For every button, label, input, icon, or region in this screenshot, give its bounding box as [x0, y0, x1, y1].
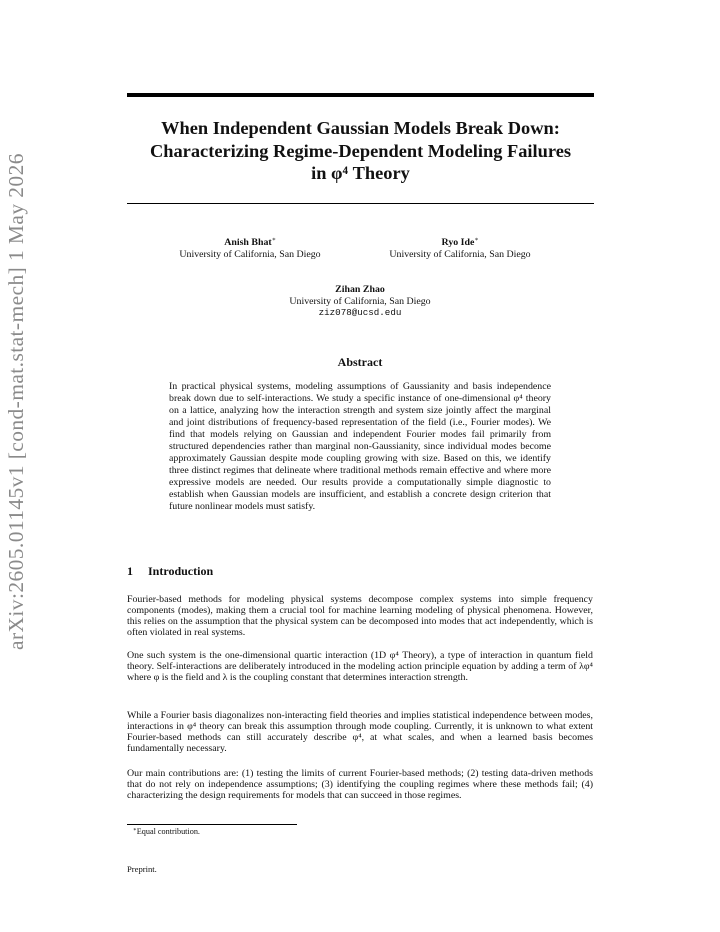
paper-title [110, 117, 611, 185]
abstract-heading: Abstract [337, 355, 383, 369]
author-name: Ryo Ide [441, 237, 475, 248]
intro-paragraph-1: Fourier-based methods for modeling physical systems decompose complex systems into simple frequency components (modes), making them a crucial tool for machine learning modeling of physical phenomena. However, this relies on the assumption that the physical system can be decomposed into modes that act independently, which is often violated in real systems. [127, 594, 593, 639]
title-bottom-rule [127, 203, 594, 204]
author-block-1 [150, 237, 350, 260]
equal-contribution-mark: ∗ [474, 237, 479, 243]
author-email: ziz078@ucsd.edu [318, 307, 402, 319]
author-affiliation: University of California, San Diego [179, 248, 321, 260]
intro-paragraph-4: Our main contributions are: (1) testing the limits of current Fourier-based methods; (2) testing data-driven methods that do not rely on independence assumptions; (3) identifying the coupling regimes where these methods fail; (4) characterizing the design requirements for models that can succeed in those regimes. [127, 768, 593, 802]
author-name: Anish Bhat [224, 237, 272, 248]
intro-paragraph-3: While a Fourier basis diagonalizes non-interacting field theories and implies statistical independence between modes, interactions in φ⁴ theory can break this assumption through mode coupling. Currently, it is unknown to what extent Fourier-based methods can still accurately describe φ⁴, at what scales, and when a learned basis becomes fundamentally necessary. [127, 710, 593, 755]
arxiv-identifier-text: arXiv:2605.01145v1 [cond-mat.stat-mech] 1 May 2026 [4, 153, 28, 650]
title-line-1: When Independent Gaussian Models Break Down: [161, 118, 560, 138]
author-affiliation: University of California, San Diego [389, 248, 531, 260]
section-heading [127, 564, 213, 579]
title-top-rule [127, 93, 594, 97]
preprint-label: Preprint. [127, 864, 157, 874]
author-name: Zihan Zhao [335, 284, 385, 295]
footnote-text: Equal contribution. [136, 827, 200, 836]
intro-paragraph-2: One such system is the one-dimensional quartic interaction (1D φ⁴ Theory), a type of interaction in quantum field theory. Self-interactions are deliberately introduced in the modeling action principle equation by adding a term of λφ⁴ where φ is the field and λ is the coupling constant that determines interaction strength. [127, 650, 593, 684]
author-block-3 [250, 284, 470, 319]
section-title: Introduction [148, 564, 214, 578]
title-line-3: in φ⁴ Theory [311, 163, 410, 183]
equal-contribution-mark: ∗ [271, 237, 276, 243]
footnote-rule [127, 824, 297, 825]
section-number: 1 [127, 564, 133, 578]
title-line-2: Characterizing Regime-Dependent Modeling Failures [149, 140, 572, 161]
footnote-mark: ∗ [133, 827, 137, 833]
footnote [133, 827, 200, 837]
author-affiliation: University of California, San Diego [289, 295, 431, 307]
author-block-2 [360, 237, 560, 260]
abstract-text: In practical physical systems, modeling assumptions of Gaussianity and basis independence break down due to self-interactions. We study a specific instance of one-dimensional φ⁴ theory on a lattice, analyzing how the interaction strength and system size jointly affect the marginal and joint distributions of frequency-based representation of the field (i.e., Fourier modes). We find that models relying on Gaussian and independent Fourier modes fail primarily from structured dependencies rather than marginal non-Gaussianity, since individual modes become approximately Gaussian despite mode coupling growing with size. Based on this, we identify three distinct regimes that delineate where traditional methods remain effective and where more expressive models are needed. Our results provide a computationally simple diagnostic to establish when Gaussian models are insufficient, and establish a concrete design criterion that future nonlinear models must satisfy. [169, 381, 551, 513]
